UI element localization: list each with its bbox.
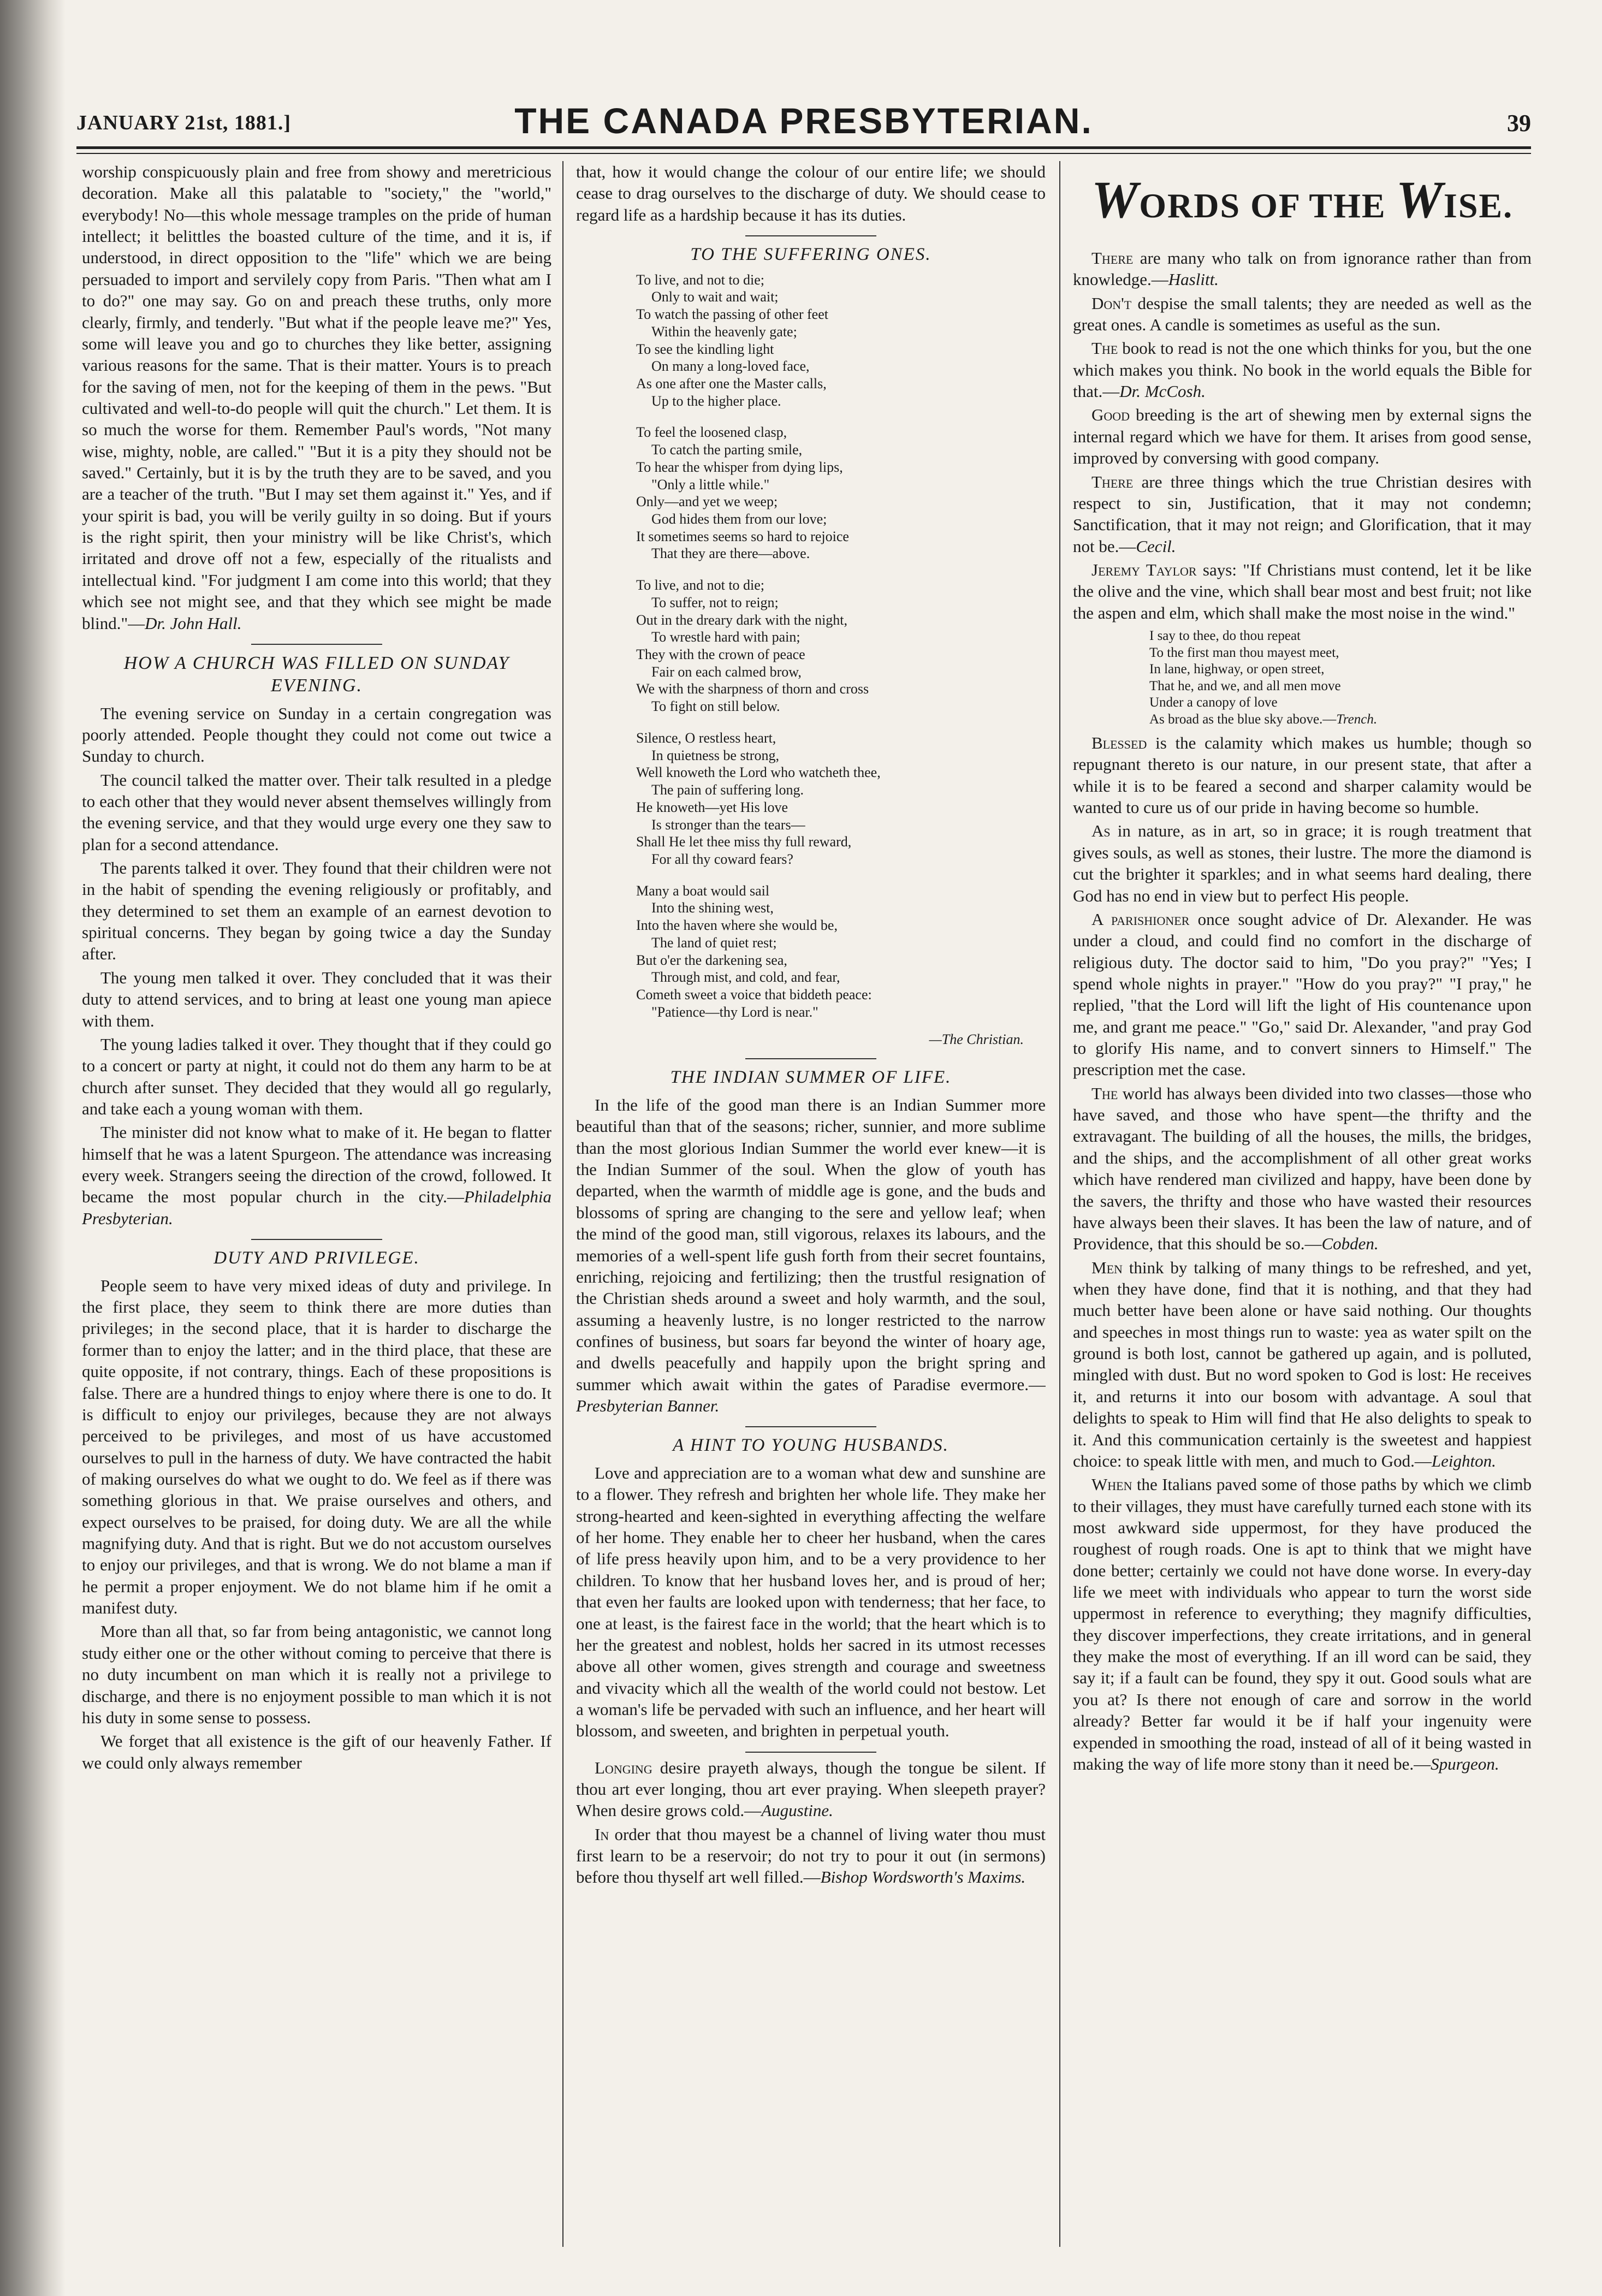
verse-line: As broad as the blue sky above.—Trench. <box>1149 711 1378 727</box>
paragraph: Love and appreciation are to a woman what dew and sunshine are to a flower. They refresh and brighten her whole life. They make her strong-hearted and keen-sighted in everything affecting the welfare of her home. They enable her to cheer her husband, when the cares of life press heavily upon him, and to be a very providence to her children. To know that her husband loves her, and is proud of her; that even her faults are looked upon with tenderness; that her face, to one at least, is the fairest face in the world; that the heart which is to her the greatest and noblest, holds her sacred in its utmost recesses above all other women, gives strength and courage and sweetness and vivacity which all the wealth of the world could not bestow. Let a woman's life be pervaded with such an influence, and her heart will blossom, and sweeten, and brighten in perpetual youth. <box>576 1463 1046 1741</box>
poem-line: Shall He let thee miss thy full reward, <box>636 834 852 850</box>
paragraph: The young ladies talked it over. They thought that if they could go to a concert or party at night, it could not do them any harm to be at church after sunset. They decided that they would all go regularly, and take each a young woman with them. <box>82 1034 551 1118</box>
paragraph: The young men talked it over. They concluded that it was their duty to attend services, and to bring at least one young man apiece with them. <box>82 968 551 1030</box>
maxim: There are many who talk on from ignorance rather than from knowledge.—Haslitt. <box>1073 248 1532 289</box>
header-rule-thin <box>76 153 1531 154</box>
column-3 <box>1073 161 1532 2247</box>
poem-line: To watch the passing of other feet <box>636 306 828 323</box>
poem-line: That they are there—above. <box>651 545 810 562</box>
poem-stanza <box>636 271 1046 410</box>
column-divider <box>562 161 563 2247</box>
poem-stanza <box>636 577 1046 715</box>
verse-line: I say to thee, do thou repeat <box>1149 628 1301 644</box>
poem-title: TO THE SUFFERING ONES. <box>690 245 931 265</box>
poem-line: Into the haven where she would be, <box>636 917 838 934</box>
poem-line: Fair on each calmed brow, <box>651 663 802 680</box>
verse-line: To the first man thou mayest meet, <box>1149 645 1339 660</box>
poem-line: To live, and not to die; <box>636 577 765 594</box>
maxim: As in nature, as in art, so in grace; it is rough treatment that gives souls, as well as stones, their lustre. The more the diamond is cut the brighter it sparkles; and in what seems hard dealing, there God has no end in view but to perfect His people. <box>1073 821 1532 905</box>
poem-line: He knoweth—yet His love <box>636 799 788 815</box>
poem-line: We with the sharpness of thorn and cross <box>636 681 869 697</box>
poem-line: The pain of suffering long. <box>651 782 804 798</box>
poem-line: To fight on still below. <box>651 698 780 715</box>
indian-summer-title: THE INDIAN SUMMER OF LIFE. <box>670 1067 952 1088</box>
issue-date: JANUARY 21st, 1881.] <box>76 111 292 134</box>
paragraph: The parents talked it over. They found that their children were not in the habit of spending the evening religiously or profitably, and they determined to set them an example of an earnest devotion to spiritual concerns. They began by going twice a day the Sunday after. <box>82 858 551 964</box>
maxim: Good breeding is the art of shewing men by external signs the internal regard which we have for them. It arises from good sense, improved by conversing with good company. <box>1073 405 1532 468</box>
section-rule <box>745 1426 876 1427</box>
section-rule <box>251 644 382 645</box>
section-rule <box>745 1058 876 1059</box>
poem-line: But o'er the darkening sea, <box>636 952 787 968</box>
verse-line: Under a canopy of love <box>1149 695 1278 710</box>
poem-line: Well knoweth the Lord who watcheth thee, <box>636 764 881 781</box>
scanned-page-edge <box>0 0 66 2296</box>
poem-line: Is stronger than the tears— <box>651 816 805 833</box>
paragraph: People seem to have very mixed ideas of duty and privilege. In the first place, they seem to think there are more duties than privileges; in the second place, that it is harder to discharge the former than to enjoy the latter; and in the third place, that these are quite opposite, if not contrary, things. Each of these propositions is false. There are a hundred things to enjoy where there is one to do. It is difficult to enjoy our privileges, because they are not always perceived to be privileges, and most of us have accustomed ourselves to pull in the harness of duty. We have contracted the habit of making ourselves do what we ought to do. We feel as if there was something glorious in that. We praise ourselves and others, and expect ourselves to be praised, for doing duty. We are all the while magnifying duty. And that is right. But we do not accustom ourselves to enjoy our privileges, and that is wrong. We do not blame a man if he permit a proper enjoyment. We do not blame him if he omit a manifest duty. <box>82 1275 551 1618</box>
hint-title: A HINT TO YOUNG HUSBANDS. <box>673 1435 949 1456</box>
words-of-the-wise-title: WORDS OF THE WISE. <box>1091 170 1514 229</box>
poem-stanza <box>636 729 1046 868</box>
maxim: In order that thou mayest be a channel of living water thou must first learn to be a reservoir; do not try to pour it out (in sermons) before thou thyself art well filled.—Bishop Wordsworth's Maxims. <box>576 1824 1046 1887</box>
poem-line: The land of quiet rest; <box>651 934 777 951</box>
poem-line: God hides them from our love; <box>651 511 827 527</box>
poem-line: Many a boat would sail <box>636 882 770 899</box>
maxim: Longing desire prayeth always, though the tongue be silent. If thou art ever longing, thou art ever praying. When sleepeth prayer? When desire grows cold.—Augustine. <box>576 1758 1046 1820</box>
article-continuation: worship conspicuously plain and free from showy and meretricious decoration. Make all this palatable to "society," the "world," everybody! No—this whole message tramples on the pride of human intellect; it belittles the boasted culture of the time, and it is, if understood, in direct opposition to the "life" which we are being persuaded to import and servilely copy from Paris. "Then what am I to do?" one may say. Go on and preach these truths, only more clearly, firmly, and tenderly. "But what if the people leave me?" Yes, some will leave you and go to churches they like better, assigning various reasons for the same. That is their matter. Yours is to preach for the saving of men, not for the keeping of them in the pews. "But cultivated and well-to-do people will quit the church." Let them. It is so much the worse for them. Remember Paul's words, "Not many wise, mighty, noble, are called." "But it is a pity they should not be saved." Certainly, but it is by the truth they are to be saved, and you are a teacher of the truth. "But I may set them against it." Yes, and if your spirit is bad, you will be verily guilty in so doing. But if yours is the right spirit, then your ministry will be like Christ's, which irritated and drove off not a few, especially of the ritualists and intellectual kind. "For judgment I am come into this world; that they which see not might see, and that they which see might be made blind."—Dr. John Hall. <box>82 162 551 633</box>
maxim: The world has always been divided into two classes—those who have saved, and those who have spent—the thrifty and the extravagant. The building of all the houses, the mills, the bridges, and the ships, and the accomplishment of all other great works which have rendered man civilized and happy, have been done by the savers, the thrifty and those who have wasted their resources have always been their slaves. It has been the law of nature, and of Providence, that this should be so.—Cobden. <box>1073 1083 1532 1254</box>
section-rule <box>745 1752 876 1753</box>
paragraph: In the life of the good man there is an Indian Summer more beautiful than that of the seasons; richer, sunnier, and more sublime than the most glorious Indian Summer the world ever knew—it is the Indian Summer of the soul. When the glow of youth has departed, when the warmth of middle age is gone, and the buds and blossoms of spring are changing to the sere and yellow leaf; when the mind of the good man, still vigorous, relaxes its labours, and the memories of a well-spent life gush forth from their secret fountains, enriching, rejoicing and fertilizing; then the trustful resignation of the Christian sheds around a sweet and holy warmth, and the soul, assuming a heavenly lustre, is no longer restricted to the narrow confines of business, but soars far beyond the winter of hoary age, and dwells peacefully and happily upon the bright spring and summer which await within the gates of Paradise evermore.—Presbyterian Banner. <box>576 1095 1046 1416</box>
poem-line: Through mist, and cold, and fear, <box>651 969 840 986</box>
maxim: Men think by talking of many things to be refreshed, and yet, when they have done, find that it is nothing, and that they had much better have been alone or have said nothing. Our thoughts and speeches in most things run to waste: yea as water spilt on the ground is both lost, cannot be gathered up again, and is polluted, mingled with dust. But no word spoken to God is lost: He receives it, and returns it into our bosom with advantage. A soul that delights to speak to Him will find that He also delights to speak to it. And this communication certainly is the sweetest and happiest choice: to speak little with men, and much to God.—Leighton. <box>1073 1257 1532 1470</box>
verse-line: That he, and we, and all men move <box>1149 678 1341 693</box>
poem-line: To see the kindling light <box>636 341 774 357</box>
column-divider <box>1059 161 1060 2247</box>
church-article-title: HOW A CHURCH WAS FILLED ON SUNDAY EVENING. <box>123 652 510 696</box>
poem-line: Up to the higher place. <box>651 393 781 409</box>
column-1 <box>82 161 551 2247</box>
paragraph: The council talked the matter over. Their talk resulted in a pledge to each other that they would never absent themselves willingly from the evening service, and that they would urge every one they saw to plan for a second attendance. <box>82 770 551 854</box>
poem-line: To hear the whisper from dying lips, <box>636 459 843 475</box>
poem-line: It sometimes seems so hard to rejoice <box>636 528 849 544</box>
maxim: Blessed is the calamity which makes us humble; though so repugnant thereto is our nature, in our present state, that after a while it is to be feared a second and sharper calamity would be wanted to cure us of our pride in having become so humble. <box>1073 733 1532 817</box>
paragraph: We forget that all existence is the gift of our heavenly Father. If we could only always remember <box>82 1731 551 1772</box>
poem <box>636 271 1046 1021</box>
poem-line: Within the heavenly gate; <box>651 323 797 340</box>
section-rule <box>251 1239 382 1240</box>
poem-stanza <box>636 882 1046 1021</box>
poem-line: Only to wait and wait; <box>651 289 779 305</box>
poem-line: In quietness be strong, <box>651 747 779 763</box>
paragraph: The evening service on Sunday in a certain congregation was poorly attended. People thought they could not come out twice a Sunday to church. <box>82 703 551 766</box>
maxim: The book to read is not the one which thinks for you, but the one which makes you think. No book in the world equals the Bible for that.—Dr. McCosh. <box>1073 339 1532 401</box>
poem-line: "Only a little while." <box>651 476 770 493</box>
page-number: 39 <box>1507 110 1531 137</box>
masthead-title: THE CANADA PRESBYTERIAN. <box>514 100 1093 141</box>
article-continuation: that, how it would change the colour of our entire life; we should cease to drag ourselves to the discharge of duty. We should cease to regard life as a hardship because it has its duties. <box>576 162 1046 224</box>
page-header <box>76 96 1531 145</box>
verse <box>1149 628 1532 728</box>
poem-line: To live, and not to die; <box>636 271 765 288</box>
poem-line: To catch the parting smile, <box>651 442 803 458</box>
column-2 <box>576 161 1046 2247</box>
maxims-list <box>1073 732 1532 1775</box>
poem-line: On many a long-loved face, <box>651 358 810 375</box>
poem-stanza <box>636 424 1046 562</box>
poem-line: As one after one the Master calls, <box>636 375 827 391</box>
poem-attribution: —The Christian. <box>929 1031 1024 1048</box>
poem-line: To suffer, not to reign; <box>651 594 779 610</box>
section-rule <box>745 235 876 236</box>
paragraph: More than all that, so far from being antagonistic, we cannot long study either one or the other without coming to perceive that there is no duty incumbent on man which it is really not a privilege to discharge, and there is no enjoyment possible to man which it is not his duty in some sense to possess. <box>82 1622 551 1727</box>
maxim: Jeremy Taylor says: "If Christians must contend, let it be like the olive and the vine, which shall bear most and best fruit; not like the aspen and elm, which shall make the most noise in the wind." <box>1073 560 1532 622</box>
poem-line: Cometh sweet a voice that biddeth peace: <box>636 986 872 1002</box>
verse-line: In lane, highway, or open street, <box>1149 662 1325 677</box>
poem-line: To feel the loosened clasp, <box>636 424 787 441</box>
maxim: Don't despise the small talents; they are needed as well as the great ones. A candle is sometimes as useful as the sun. <box>1073 293 1532 334</box>
poem-line: They with the crown of peace <box>636 646 805 663</box>
paragraph: The minister did not know what to make of it. He began to flatter himself that he was a latent Spurgeon. The attendance was increasing every week. Strangers seeing the direction of the crowd, followed. It became the most popular church in the city.—Philadelphia Presbyterian. <box>82 1123 551 1228</box>
poem-line: Only—and yet we weep; <box>636 494 778 510</box>
maxim: There are three things which the true Christian desires with respect to sin, Justification, that it may not condemn; Sanctification, that it may not reign; and Glorification, that it may not be.—Cecil. <box>1073 472 1532 556</box>
poem-line: Into the shining west, <box>651 900 774 916</box>
poem-line: For all thy coward fears? <box>651 851 793 867</box>
duty-article-title: DUTY AND PRIVILEGE. <box>213 1248 420 1268</box>
poem-line: Out in the dreary dark with the night, <box>636 612 848 628</box>
maxim: A parishioner once sought advice of Dr. Alexander. He was under a cloud, and could find no comfort in the discharge of religious duty. The doctor said to him, "Do you pray?" "Yes; I spend whole nights in prayer." "How do you pray?" "I pray," he replied, "that the Lord will lift the light of His countenance upon me, and grant me peace." "Go," said Dr. Alexander, "and pray God to glorify His name, and to convert sinners to Himself." The prescription met the case. <box>1073 909 1532 1079</box>
poem-line: To wrestle hard with pain; <box>651 629 800 645</box>
maxim: When the Italians paved some of those paths by which we climb to their villages, they must have carefully turned each stone with its most awkward side uppermost, for they have produced the roughest of rough roads. One is apt to think that we might have done better; certainly we could not have done worse. In every-day life we meet with individuals who appear to turn the worst side uppermost in reference to everything; they magnify difficulties, they discover imperfections, they create irritations, and in general they make the most of everything. If an ill word can be said, they say it; if a fault can be found, they spy it out. Good souls what are you at? Is there not enough of care and sorrow in the world already? Better far would it be if half your ingenuity were expended in smoothing the road, instead of all of it being wasted in making the way of life more stony than it need be.—Spurgeon. <box>1073 1475 1532 1773</box>
maxims-list <box>1073 247 1532 624</box>
header-rule <box>76 146 1531 149</box>
poem-line: Silence, O restless heart, <box>636 729 776 746</box>
poem-line: "Patience—thy Lord is near." <box>651 1004 818 1020</box>
